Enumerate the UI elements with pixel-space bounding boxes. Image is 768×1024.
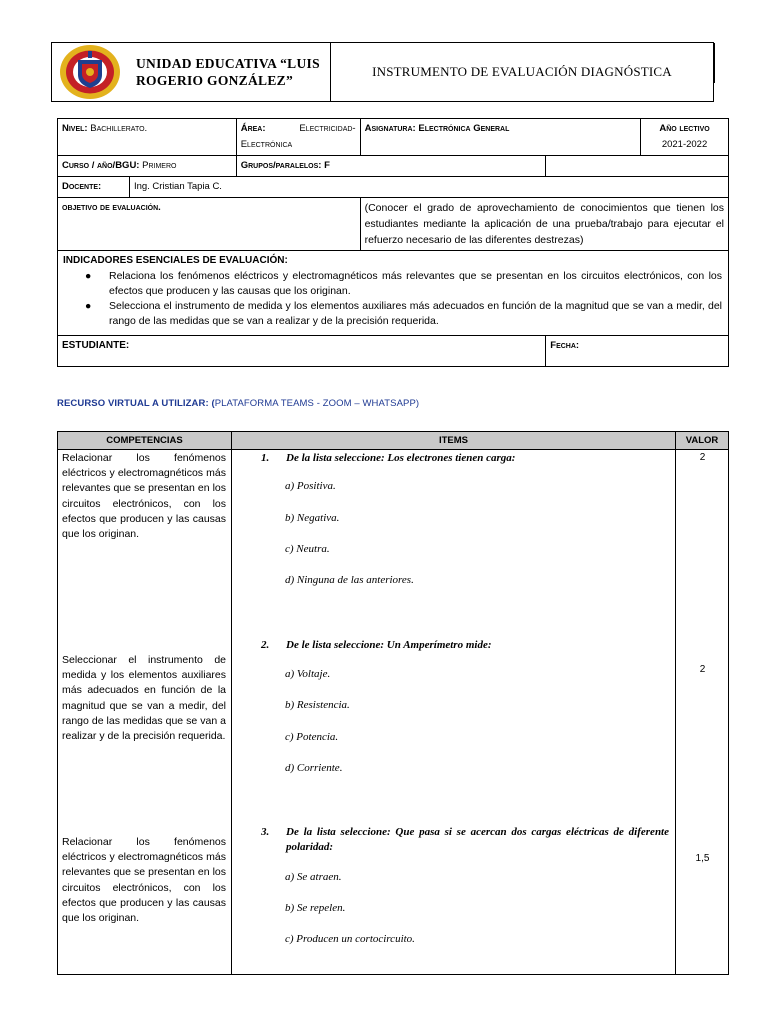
recurso-virtual	[57, 398, 419, 409]
question-3	[261, 825, 669, 855]
header-competencias: COMPETENCIAS	[58, 432, 232, 450]
option: a) Voltaje.	[285, 668, 331, 680]
estudiante-cell	[58, 336, 546, 367]
empty-cell	[546, 156, 729, 177]
option: b) Negativa.	[285, 512, 340, 524]
asignatura-label: Asignatura:	[364, 123, 416, 134]
school-logo-icon	[58, 43, 122, 101]
competencia-2: Seleccionar el instrumento de medida y los elementos auxiliares más adecuados en función de la magnitud que se van a medir, del rango de las medidas que se van a realizar y de la precisión requerida.	[62, 654, 226, 743]
option: c) Potencia.	[285, 731, 339, 743]
info-row-objetivo	[58, 198, 729, 251]
curso-label: Curso / año/BGU:	[62, 160, 140, 171]
indicadores-title: INDICADORES ESENCIALES DE EVALUACIÓN:	[63, 255, 288, 266]
info-row-estudiante	[58, 336, 729, 367]
info-row-curso	[58, 156, 729, 177]
question-number: 3.	[261, 826, 270, 838]
school-name	[136, 55, 320, 89]
anio-value: 2021-2022	[661, 139, 708, 150]
question-text: De la lista seleccione: Los electrones tienen carga:	[286, 452, 516, 464]
info-table	[57, 118, 729, 367]
grupos-cell	[236, 156, 546, 177]
indicador-item	[63, 269, 722, 299]
indicadores-cell	[58, 251, 729, 336]
recurso-label: RECURSO VIRTUAL A UTILIZAR: (	[57, 398, 215, 409]
header-valor: VALOR	[676, 432, 729, 450]
valor-3: 1,5	[695, 853, 710, 864]
asignatura-value: Electrónica General	[418, 123, 510, 134]
area-value: Electricidad-Electrónica	[240, 123, 356, 150]
objetivo-label-cell	[58, 198, 361, 251]
question-text: De la lista seleccione: Que pasa si se acercan dos cargas eléctricas de diferente polaridad:	[286, 826, 669, 853]
valor-2: 2	[699, 664, 706, 675]
option: b) Resistencia.	[285, 699, 350, 711]
docente-label: Docente:	[62, 181, 102, 192]
school-name-line1: UNIDAD EDUCATIVA “LUIS	[136, 56, 320, 71]
document-header	[51, 42, 714, 102]
asignatura-cell	[360, 119, 640, 156]
competencias-table	[57, 431, 729, 975]
curso-cell	[58, 156, 237, 177]
document-title: INSTRUMENTO DE EVALUACIÓN DIAGNÓSTICA	[372, 64, 672, 79]
fecha-label: Fecha:	[550, 340, 580, 351]
area-cell	[236, 119, 360, 156]
indicador-item	[63, 299, 722, 329]
indicadores-list	[63, 269, 722, 329]
indicador-text: Relaciona los fenómenos eléctricos y electromagnéticos más relevantes que se presentan en los circuitos electrónicos, con los efectos que producen y las causas que los originan.	[109, 270, 722, 297]
estudiante-label: ESTUDIANTE:	[62, 340, 130, 351]
info-row-nivel	[58, 119, 729, 156]
table-body-row	[58, 450, 729, 975]
school-name-line2: ROGERIO GONZÁLEZ”	[136, 73, 294, 88]
option: c) Neutra.	[285, 543, 330, 555]
competencias-column	[58, 450, 232, 975]
header-edge-line	[713, 43, 715, 83]
curso-value: Primero	[142, 160, 177, 171]
nivel-label: Nivel:	[62, 123, 88, 134]
docente-value: Ing. Cristian Tapia C.	[129, 177, 728, 198]
question-text: De le lista seleccione: Un Amperímetro mide:	[286, 639, 492, 651]
objetivo-label: objetivo de evaluación.	[62, 202, 161, 213]
recurso-value: PLATAFORMA TEAMS - ZOOM – WHATSAPP)	[214, 398, 420, 409]
option: a) Positiva.	[285, 480, 336, 492]
indicador-text: Selecciona el instrumento de medida y los elementos auxiliares más adecuados en función de la magnitud que se van a medir, del rango de las medidas que se van a realizar y de la precisión requerida.	[109, 300, 722, 327]
objetivo-text: (Conocer el grado de aprovechamiento de conocimientos que tienen los estudiantes mediante la aplicación de una prueba/trabajo para ejecutar el refuerzo necesario de las diferentes destrezas)	[360, 198, 728, 251]
items-column	[232, 450, 676, 975]
bullet-icon: ●	[85, 270, 92, 282]
school-block	[52, 43, 331, 101]
valor-1: 2	[699, 452, 706, 463]
table-header-row	[58, 432, 729, 450]
question-1	[261, 451, 669, 466]
question-number: 1.	[261, 452, 270, 464]
valor-column	[676, 450, 729, 975]
option: a) Se atraen.	[285, 871, 342, 883]
option: d) Corriente.	[285, 762, 343, 774]
grupos-label: Grupos/paralelos:	[240, 160, 322, 171]
bullet-icon: ●	[85, 300, 92, 312]
option: b) Se repelen.	[285, 902, 346, 914]
nivel-value: Bachillerato.	[90, 123, 148, 134]
info-row-indicadores	[58, 251, 729, 336]
area-label: Área:	[240, 123, 266, 134]
competencia-1: Relacionar los fenómenos eléctricos y electromagnéticos más relevantes que se presentan en los circuitos electrónicos, con los efectos que producen y las causas que los originan.	[62, 452, 226, 541]
anio-cell	[641, 119, 729, 156]
option: c) Producen un cortocircuito.	[285, 933, 415, 945]
header-items: ITEMS	[232, 432, 676, 450]
nivel-cell	[58, 119, 237, 156]
fecha-cell	[546, 336, 729, 367]
grupos-value: F	[324, 160, 330, 171]
docente-label-cell	[58, 177, 130, 198]
question-number: 2.	[261, 639, 270, 651]
anio-label: Año lectivo	[659, 123, 710, 134]
info-row-docente	[58, 177, 729, 198]
question-2	[261, 638, 669, 653]
competencia-3: Relacionar los fenómenos eléctricos y electromagnéticos más relevantes que se presentan en los circuitos electrónicos, con los efectos que producen y las causas que los originan.	[62, 836, 226, 925]
option: d) Ninguna de las anteriores.	[285, 574, 414, 586]
